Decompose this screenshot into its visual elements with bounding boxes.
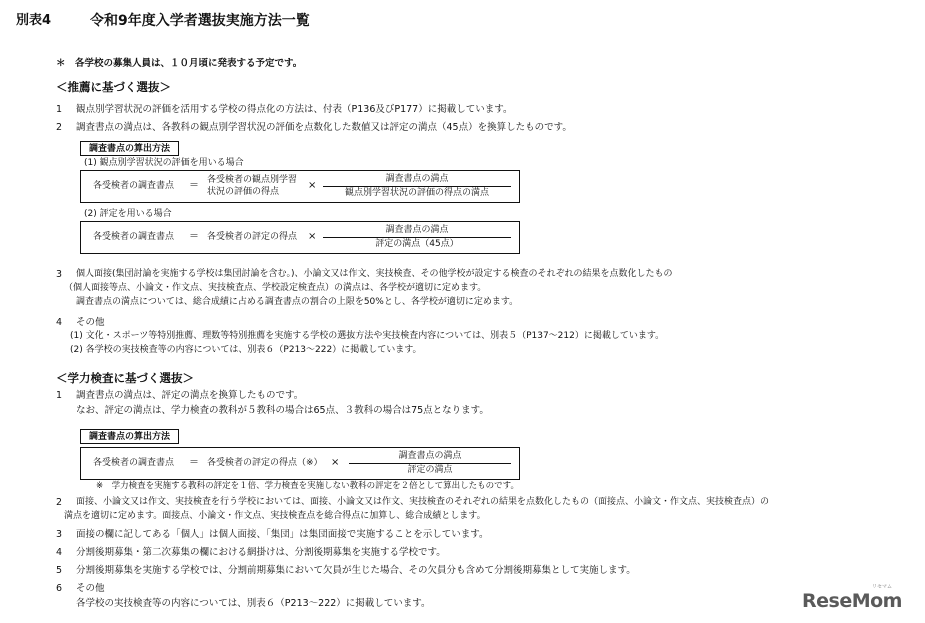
fraction-denominator: 評定の満点（45点）: [323, 237, 511, 250]
item-text: 調査書点の満点は、各教科の観点別学習状況の評価を点数化した数値又は評定の満点（45点）を換算したものです。: [76, 122, 572, 133]
item-number: 4: [56, 317, 63, 328]
case-label: (1) 観点別学習状況の評価を用いる場合: [84, 158, 244, 168]
item-number: 2: [56, 497, 63, 508]
formula-mid: 各受検者の評定の得点: [207, 232, 298, 242]
item-number: 4: [56, 547, 63, 558]
formula-box-case2: [80, 221, 520, 254]
sub-item: (2) 各学校の実技検査等の内容については、別表６（P213～222）に掲載しています。: [70, 345, 422, 355]
formula-box-academic: [80, 447, 520, 480]
section-heading-recommendation: ＜推薦に基づく選抜＞: [56, 80, 171, 94]
sub-item: (1) 文化・スポーツ等特別推薦、理数等特別推薦を実施する学校の選抜方法や実技検査内容については、別表５（P137～212）に掲載しています。: [70, 331, 665, 341]
formula-box-case1: [80, 170, 520, 203]
formula-fraction: [323, 174, 511, 200]
item-text: 個人面接(集団討論を実施する学校は集団討論を含む。)、小論文又は作文、実技検査、その他学校が設定する検査のそれぞれの結果を点数化したもの: [76, 269, 673, 279]
item-title: その他: [76, 317, 105, 328]
equals-sign: ＝: [189, 231, 199, 242]
formula-mid: 各受検者の評定の得点（※）: [207, 458, 323, 468]
fraction-denominator: 評定の満点: [349, 463, 511, 476]
item-text: 各学校の実技検査等の内容については、別表６（P213～222）に掲載しています。: [76, 598, 431, 609]
item-text: 面接の欄に記してある「個人」は個人面接、「集団」は集団面接で実施することを示しています。: [76, 529, 489, 540]
item-number: 3: [56, 269, 63, 280]
item-text: 分割後期募集・第二次募集の欄における網掛けは、分割後期募集を実施する学校です。: [76, 547, 446, 558]
formula-mid: [207, 174, 297, 198]
item-number: 2: [56, 122, 63, 133]
calc-method-label: 調査書点の算出方法: [80, 141, 179, 156]
item-title: その他: [76, 583, 105, 594]
resemom-logo: ReseMom: [802, 590, 902, 612]
top-note: ＊ 各学校の募集人員は、１０月頃に発表する予定です。: [56, 58, 303, 69]
fraction-numerator: 調査書点の満点: [385, 174, 449, 184]
item-number: 1: [56, 104, 63, 115]
fraction-denominator: 観点別学習状況の評価の得点の満点: [323, 186, 511, 199]
case-label: (2) 評定を用いる場合: [84, 209, 172, 219]
item-text: 調査書点の満点は、評定の満点を換算したものです。: [76, 390, 304, 401]
item-text: 分割後期募集を実施する学校では、分割前期募集において欠員が生じた場合、その欠員分も含めて分割後期募集として実施します。: [76, 565, 636, 576]
item-text: （個人面接等点、小論文・作文点、実技検査点、学校設定検査点）の満点は、各学校が適切に定めます。: [64, 283, 487, 293]
formula-note: ※ 学力検査を実施する教科の評定を１倍、学力検査を実施しない教科の評定を２倍として算出したものです。: [96, 481, 519, 491]
formula-lhs: 各受検者の調査書点: [93, 232, 175, 242]
times-sign: ×: [308, 180, 317, 191]
item-text: なお、評定の満点は、学力検査の教科が５教科の場合は65点、３教科の場合は75点となります。: [76, 405, 489, 416]
equals-sign: ＝: [189, 457, 199, 468]
formula-fraction: [349, 451, 511, 477]
formula-fraction: [323, 225, 511, 251]
fraction-numerator: 調査書点の満点: [385, 225, 449, 235]
formula-lhs: 各受検者の調査書点: [93, 181, 175, 191]
equals-sign: ＝: [189, 180, 199, 191]
item-text: 調査書点の満点については、総合成績に占める調査書点の割合の上限を50%とし、各学校が適切に定めます。: [76, 297, 519, 307]
calc-method-label: 調査書点の算出方法: [80, 429, 179, 444]
fraction-numerator: 調査書点の満点: [398, 451, 462, 461]
formula-mid-line: 状況の評価の得点: [207, 187, 280, 197]
item-number: 3: [56, 529, 63, 540]
item-text: 観点別学習状況の評価を活用する学校の得点化の方法は、付表（P136及びP177）に掲載しています。: [76, 104, 513, 115]
formula-lhs: 各受検者の調査書点: [93, 458, 175, 468]
item-number: 1: [56, 390, 63, 401]
page-title: 令和9年度入学者選抜実施方法一覧: [90, 13, 310, 29]
resemom-logo-sub: リセマム: [872, 584, 892, 590]
item-text: 満点を適切に定めます。面接点、小論文・作文点、実技検査点を総合得点に加算し、総合成績とします。: [64, 511, 486, 521]
table-label: 別表4: [16, 13, 52, 28]
times-sign: ×: [331, 457, 340, 468]
item-number: 6: [56, 583, 63, 594]
formula-mid-line: 各受検者の観点別学習: [207, 175, 298, 185]
item-text: 面接、小論文又は作文、実技検査を行う学校においては、面接、小論文又は作文、実技検査のそれぞれの結果を点数化したもの（面接点、小論文・作文点、実技検査点）の: [76, 497, 770, 507]
section-heading-academic-test: ＜学力検査に基づく選抜＞: [56, 371, 194, 385]
item-number: 5: [56, 565, 63, 576]
times-sign: ×: [308, 231, 317, 242]
